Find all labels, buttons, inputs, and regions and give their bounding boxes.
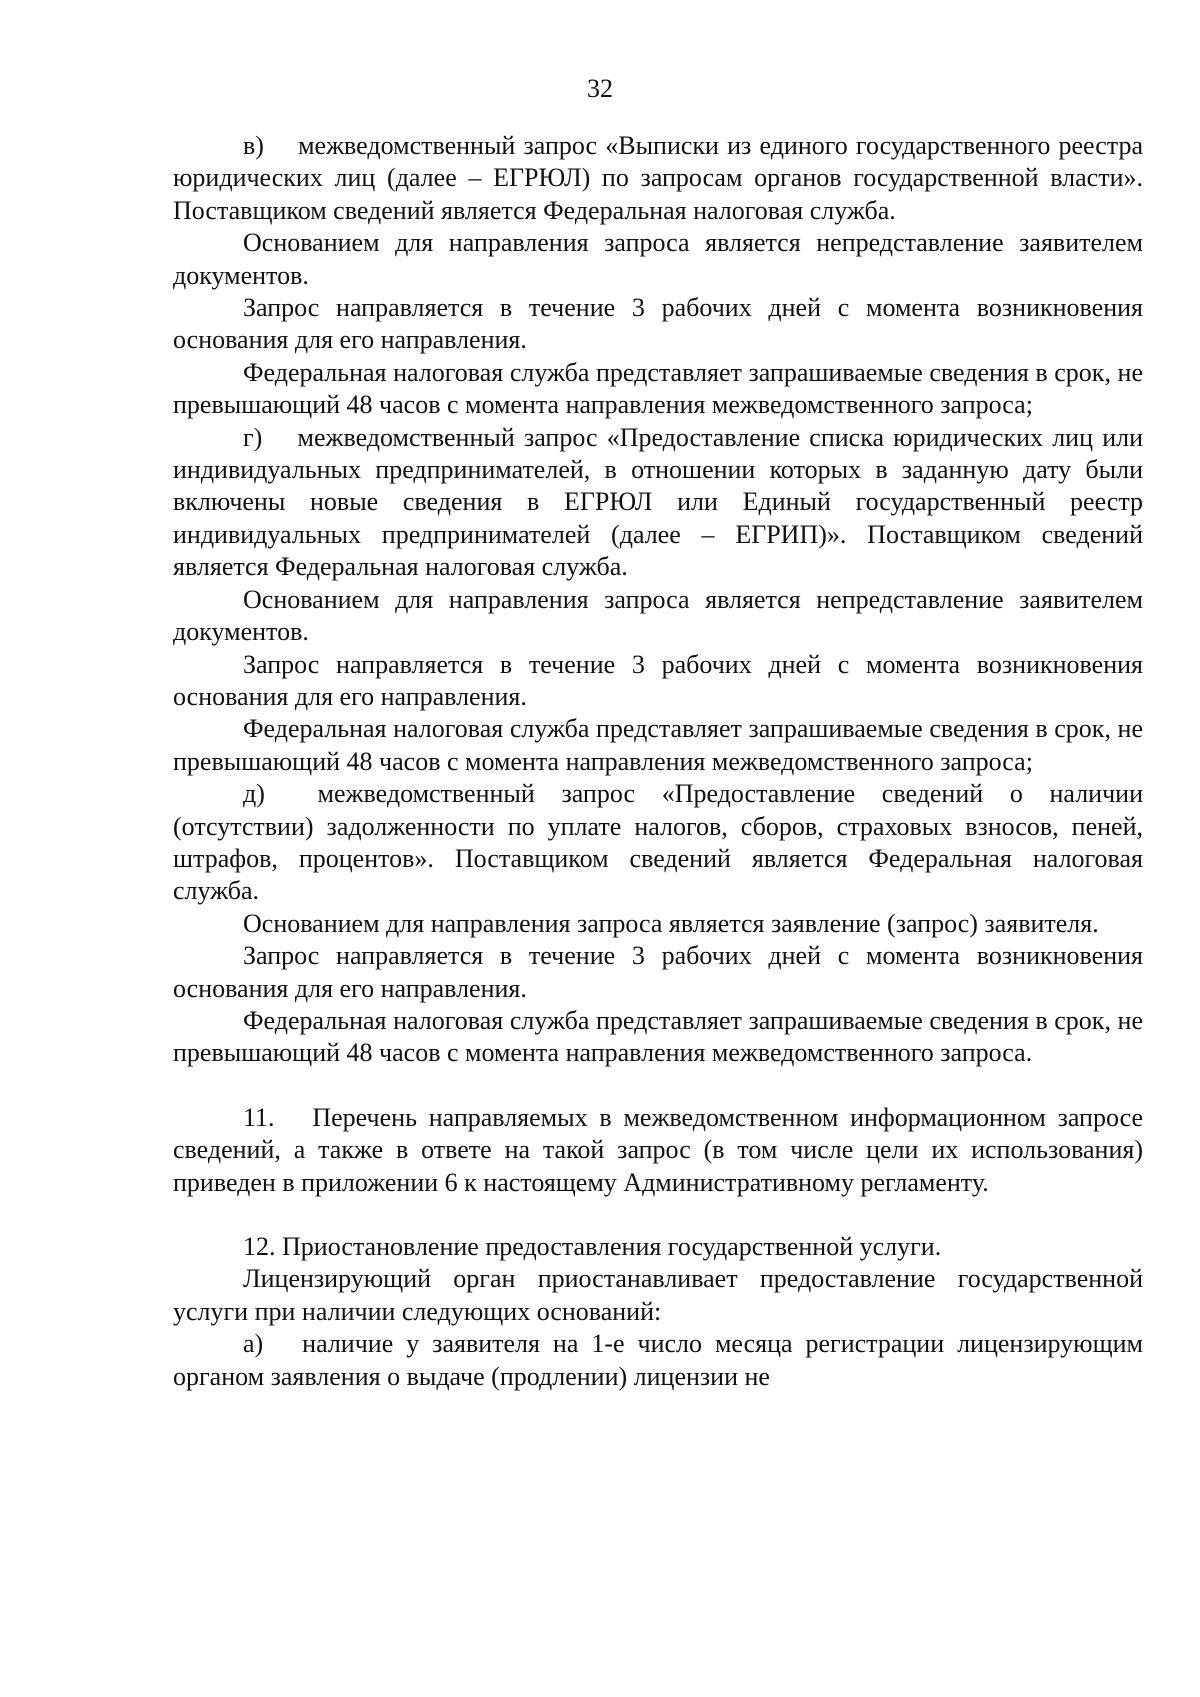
paragraph-response-term: Федеральная налоговая служба представляет запрашиваемые сведения в срок, не превышающий 48 часов с момента направления межведомственного запроса.	[173, 1005, 1143, 1068]
paragraph-basis: Основанием для направления запроса является заявление (запрос) заявителя.	[243, 908, 1099, 938]
paragraph-section-12-heading: 12. Приостановление предоставления государственной услуги.	[243, 1232, 942, 1261]
page-number: 32	[587, 74, 613, 103]
paragraph-item-g: г) межведомственный запрос «Предоставление списка юридических лиц или индивидуальных предпринимателей, в отношении которых в заданную дату были включены новые сведения в ЕГРЮЛ или Единый государственный реестр индивидуальных предпринимателей (далее – ЕГРИП)». Поставщиком сведений является Федеральная налоговая служба.	[173, 422, 1143, 582]
paragraph-response-term: Федеральная налоговая служба представляет запрашиваемые сведения в срок, не превышающий 48 часов с момента направления межведомственного запроса;	[173, 357, 1143, 420]
paragraph-suspension-grounds: Лицензирующий орган приостанавливает предоставление государственной услуги при наличии следующих оснований:	[173, 1264, 1143, 1326]
paragraph-section-11: 11. Перечень направляемых в межведомственном информационном запросе сведений, а также в ответе на такой запрос (в том числе цели их использования) приведен в приложении 6 к настоящему Административному регламенту.	[173, 1102, 1143, 1197]
paragraph-item-d: д) межведомственный запрос «Предоставление сведений о наличии (отсутствии) задолженности по уплате налогов, сборов, страховых взносов, пеней, штрафов, процентов». Поставщиком сведений является Федеральная налоговая служба.	[173, 779, 1143, 906]
paragraph-basis: Основанием для направления запроса является непредставление заявителем документов.	[173, 584, 1143, 647]
paragraph-deadline: Запрос направляется в течение 3 рабочих дней с момента возникновения основания для его направления.	[173, 649, 1143, 711]
paragraph-response-term: Федеральная налоговая служба представляет запрашиваемые сведения в срок, не превышающий 48 часов с момента направления межведомственного запроса;	[173, 714, 1143, 776]
paragraph-item-v: в) межведомственный запрос «Выписки из единого государственного реестра юридических лиц (далее – ЕГРЮЛ) по запросам органов государственной власти». Поставщиком сведений является Федеральная налоговая служба.	[173, 131, 1143, 225]
document-body	[173, 130, 1143, 1393]
paragraph-basis: Основанием для направления запроса является непредставление заявителем документов.	[173, 228, 1143, 290]
paragraph-item-a: а) наличие у заявителя на 1-е число месяца регистрации лицензирующим органом заявления о выдаче (продлении) лицензии не	[173, 1329, 1143, 1391]
paragraph-deadline: Запрос направляется в течение 3 рабочих дней с момента возникновения основания для его направления.	[173, 293, 1143, 355]
paragraph-deadline: Запрос направляется в течение 3 рабочих дней с момента возникновения основания для его направления.	[173, 941, 1143, 1003]
